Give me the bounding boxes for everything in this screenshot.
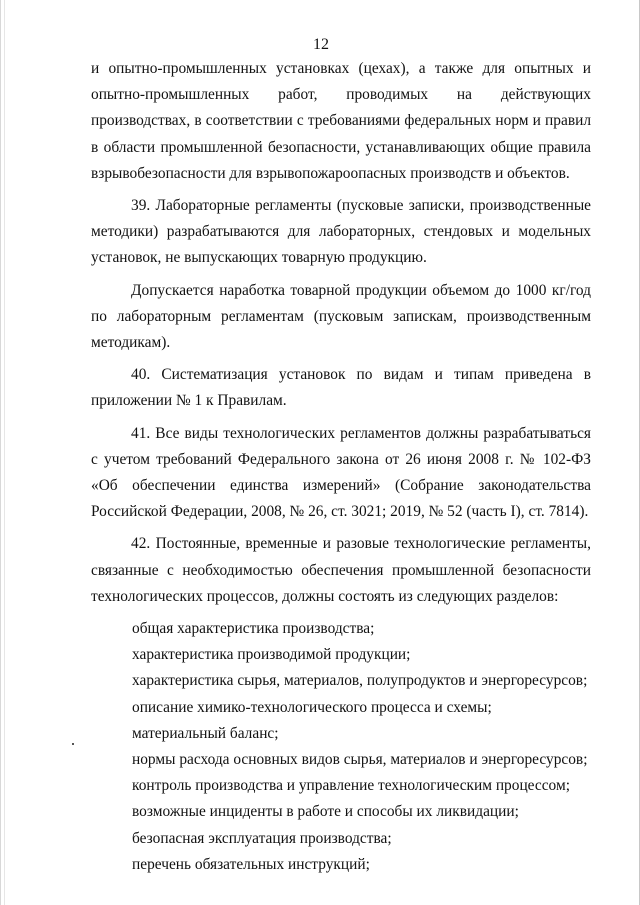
list-item: общая характеристика производства; <box>132 620 375 638</box>
page-edge-line <box>4 0 5 905</box>
paragraph-40: 40. Систематизация установок по видам и типам приведена в приложении № 1 к Правилам. <box>91 366 591 410</box>
list-item: возможные инциденты в работе и способы их ликвидации; <box>132 803 519 821</box>
paragraph-39: 39. Лабораторные регламенты (пусковые записки, производственные методики) разрабатываются для лабораторных, стендовых и модельных установок, не выпускающих товарную продукцию. <box>91 197 591 267</box>
list-item: характеристика сырья, материалов, полупродуктов и энергоресурсов; <box>132 672 588 690</box>
paragraph-42: 42. Постоянные, временные и разовые технологические регламенты, связанные с необходимостью обеспечения промышленной безопасности технологических процессов, должны состоять из следующих разделов: <box>91 535 591 605</box>
scan-speck <box>72 743 74 745</box>
paragraph-41: 41. Все виды технологических регламентов должны разрабатываться с учетом требований Федерального закона от 26 июня 2008 г. № 102-ФЗ «Об обеспечении единства измерений» (Собрание законодательства Российской Федерации, 2008, № 26, ст. 3021; 2019, № 52 (часть I), ст. 7814). <box>91 424 591 521</box>
sections-list <box>91 616 591 878</box>
paragraph-continuation: и опытно-промышленных установках (цехах), а также для опытных и опытно-промышленных работ, проводимых на действующих производствах, в соответствии с требованиями федеральных норм и правил в области промышленной безопасности, устанавливающих общие правила взрывобезопасности для взрывопожароопасных производств и объектов. <box>91 60 591 182</box>
list-item: характеристика производимой продукции; <box>132 646 411 664</box>
list-item: материальный баланс; <box>132 724 279 742</box>
paragraph-39-note: Допускается наработка товарной продукции объемом до 1000 кг/год по лабораторным регламентам (пусковым запискам, производственным методикам). <box>91 281 591 352</box>
list-item: безопасная эксплуатация производства; <box>132 829 392 847</box>
list-item: контроль производства и управление технологическим процессом; <box>132 777 570 795</box>
document-body <box>91 56 591 878</box>
list-item: перечень обязательных инструкций; <box>132 855 370 873</box>
page-number: 12 <box>313 36 329 53</box>
list-item: описание химико-технологического процесса и схемы; <box>132 698 492 716</box>
list-item: нормы расхода основных видов сырья, материалов и энергоресурсов; <box>132 751 588 769</box>
